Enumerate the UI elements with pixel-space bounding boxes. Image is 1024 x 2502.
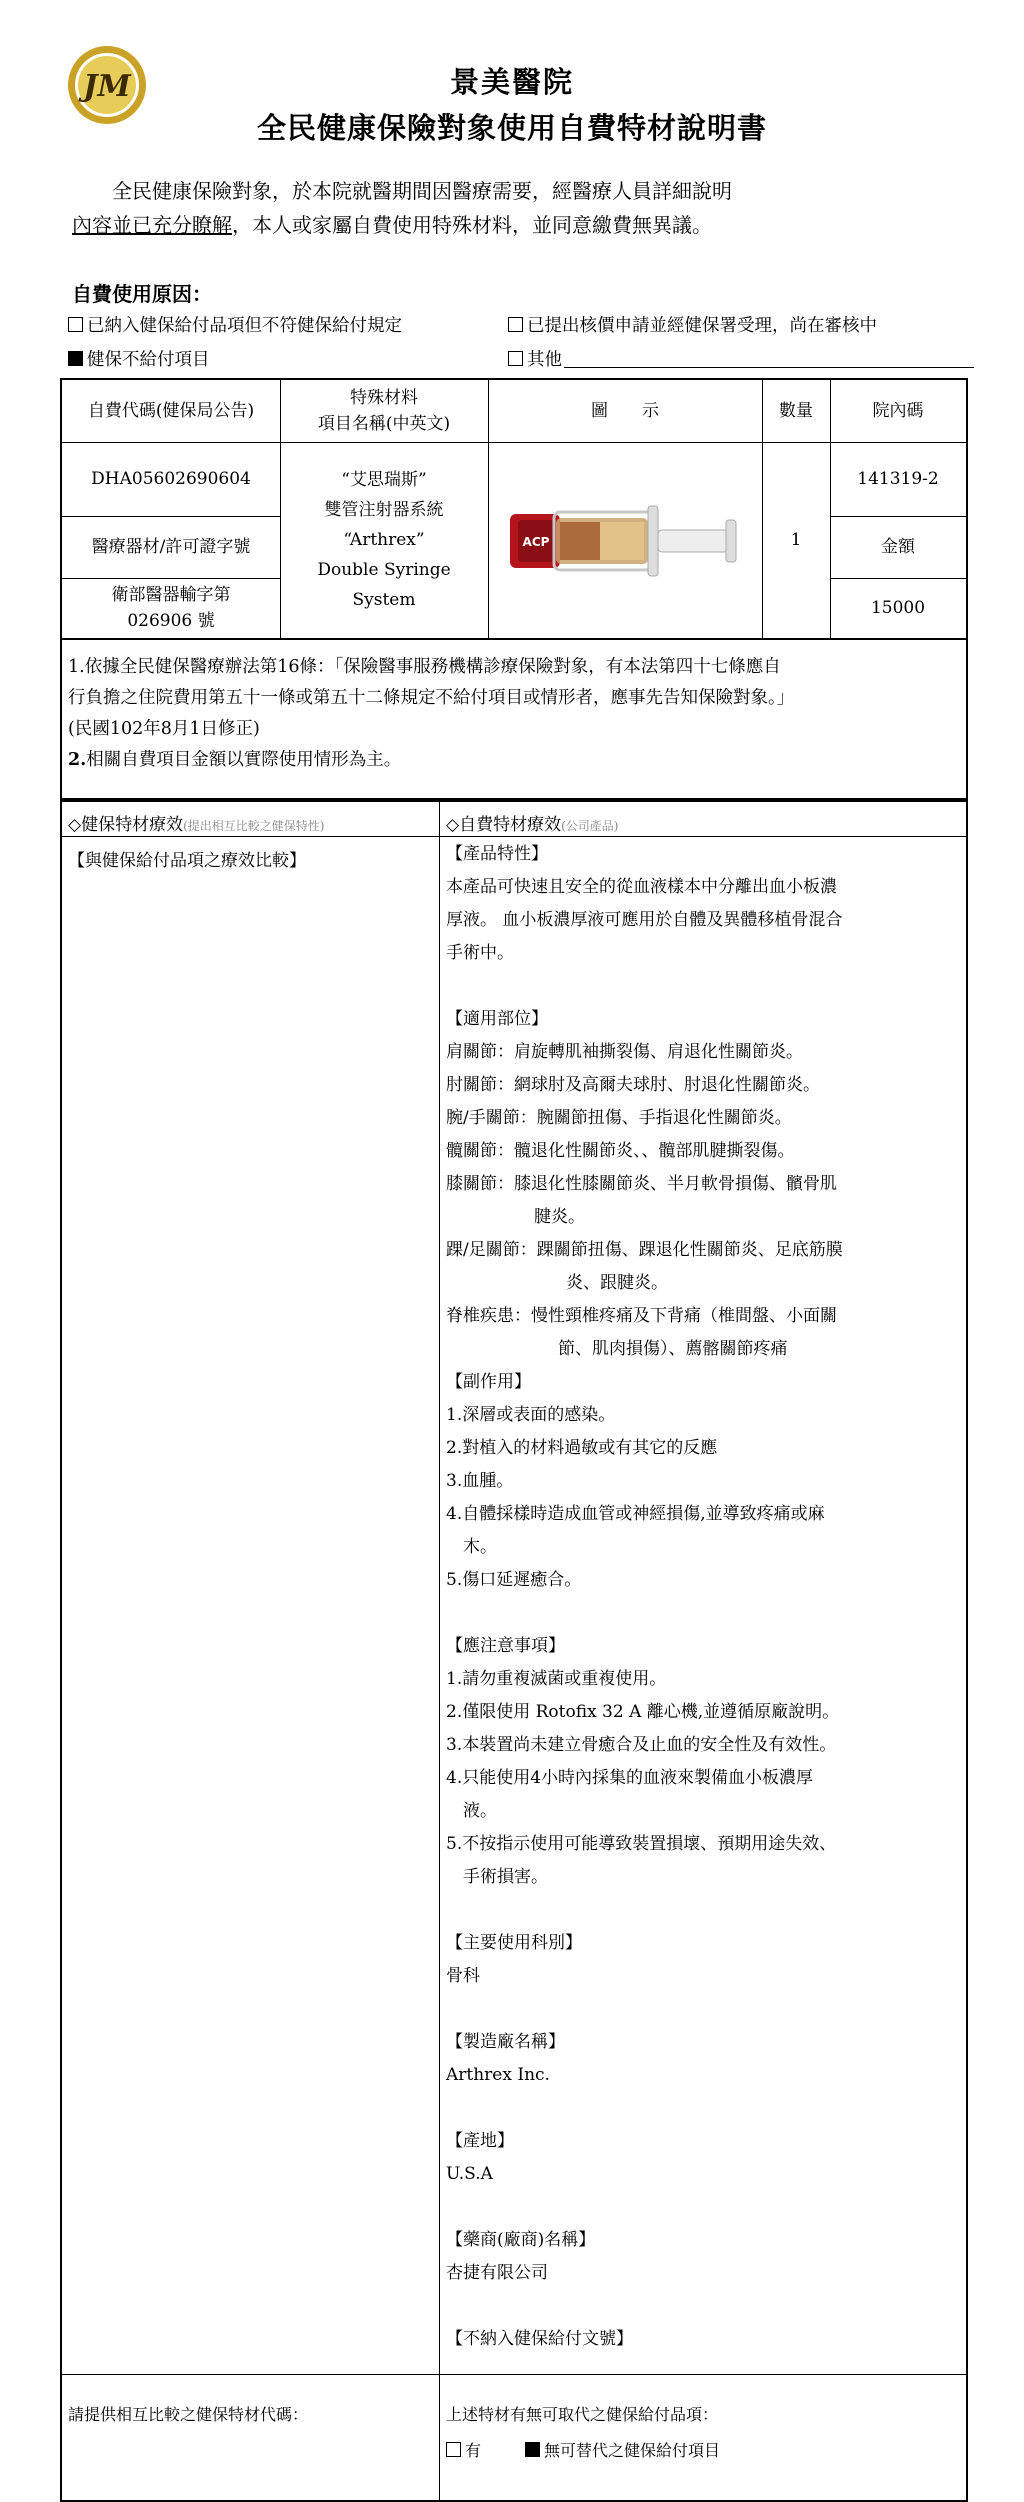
option-no-label: 無可替代之健保給付項目 — [544, 2441, 721, 2460]
option-no-checkbox[interactable] — [525, 2442, 540, 2457]
text-line: 1.請勿重複滅菌或重複使用。 — [446, 1669, 667, 1689]
license-label: 醫療器材/許可證字號 — [91, 537, 251, 557]
text-line: 3.本裝置尚未建立骨癒合及止血的安全性及有效性。 — [446, 1735, 837, 1755]
vendor-value: 杏捷有限公司 — [446, 2263, 548, 2283]
text-line: 肩關節：肩旋轉肌袖撕裂傷、肩退化性關節炎。 — [446, 1042, 803, 1062]
license-line1: 衛部醫器輸字第 — [111, 585, 231, 605]
header-hospital-code: 院內碼 — [872, 401, 924, 421]
item-name-line: “艾思瑞斯” — [341, 470, 427, 490]
left-header — [68, 810, 324, 835]
product-details — [446, 838, 960, 2389]
text-line: 膝關節：膝退化性膝關節炎、半月軟骨損傷、髕骨肌 — [446, 1174, 837, 1194]
amount-label: 金額 — [881, 537, 915, 557]
note-line: 行負擔之住院費用第五十一條或第五十二條規定不給付項目或情形者，應事先告知保險對象。」 — [68, 688, 795, 708]
item-name-line: System — [352, 590, 416, 610]
reason-label: 已提出核價申請並經健保署受理，尚在審核中 — [527, 316, 877, 336]
section-title: 【適用部位】 — [446, 1009, 548, 1029]
reason-option-3[interactable] — [68, 346, 210, 371]
license-value — [62, 578, 280, 638]
text-line: 手術損害。 — [463, 1867, 548, 1887]
text-line: 脊椎疾患：慢性頸椎疼痛及下背痛（椎間盤、小面關 — [446, 1306, 837, 1326]
text-line: 4.自體採樣時造成血管或神經損傷,並導致疼痛或麻 — [446, 1504, 825, 1524]
intro-line-1: 全民健康保險對象，於本院就醫期間因醫療需要，經醫療人員詳細說明 — [112, 179, 732, 203]
intro-line-2: ，本人或家屬自費使用特殊材料，並同意繳費無異議。 — [232, 213, 712, 237]
qty-value: 1 — [790, 530, 802, 550]
item-table — [60, 378, 968, 640]
maker-value: Arthrex Inc. — [446, 2065, 550, 2085]
header-qty: 數量 — [779, 401, 813, 421]
hospital-code-value: 141319-2 — [857, 469, 939, 489]
text-line: 5.傷口延遲癒合。 — [446, 1570, 582, 1590]
reason-label: 健保不給付項目 — [87, 350, 210, 370]
left-subtitle: 【與健保給付品項之療效比較】 — [68, 851, 306, 871]
syringe-image — [488, 442, 762, 638]
option-yes-label: 有 — [465, 2441, 482, 2460]
other-input-line[interactable] — [564, 349, 974, 368]
text-line: 炎、跟腱炎。 — [566, 1273, 668, 1293]
text-line: 本產品可快速且安全的從血液樣本中分離出血小板濃 — [446, 877, 837, 897]
text-line: 厚液。 血小板濃厚液可應用於自體及異體移植骨混合 — [446, 910, 843, 930]
origin-value: U.S.A — [446, 2164, 493, 2184]
text-line: 腱炎。 — [534, 1207, 585, 1227]
section-title: 【應注意事項】 — [446, 1636, 565, 1656]
section-title: 【主要使用科別】 — [446, 1933, 582, 1953]
intro-underlined: 內容並已充分瞭解 — [72, 213, 232, 237]
item-name — [280, 442, 488, 638]
header-code: 自費代碼(健保局公告) — [87, 401, 255, 421]
section-title: 【不納入健保給付文號】 — [446, 2329, 633, 2349]
header-name-line1: 特殊材料 — [350, 388, 418, 408]
text-line: 髖關節：髖退化性關節炎、、髖部肌腱撕裂傷。 — [446, 1141, 795, 1161]
text-line: 液。 — [463, 1801, 497, 1821]
reason-title: 自費使用原因： — [72, 282, 212, 306]
item-name-line: Double Syringe — [317, 560, 451, 580]
text-line: 4.只能使用4小時內採集的血液來製備血小板濃厚 — [446, 1768, 814, 1788]
logo-text: JM — [83, 69, 131, 104]
hospital-name: 景美醫院 — [449, 65, 574, 99]
section-title: 【產地】 — [446, 2131, 514, 2151]
reason-option-1[interactable] — [68, 312, 402, 337]
checkbox[interactable] — [508, 317, 523, 332]
document-title: 全民健康保險對象使用自費特材說明書 — [256, 111, 767, 145]
checkbox-checked[interactable] — [68, 351, 83, 366]
section-title: 【藥商(廠商)名稱】 — [446, 2230, 596, 2250]
item-name-line: “Arthrex” — [343, 530, 425, 550]
text-line: 手術中。 — [446, 943, 514, 963]
note-line: (民國102年8月1日修正) — [68, 719, 260, 739]
right-header — [446, 810, 618, 835]
note-line: 1.依據全民健保醫療辦法第16條：「保險醫事服務機構診療保險對象，有本法第四十七條應自 — [68, 657, 781, 677]
right-header-text: ◇自費特材療效 — [446, 815, 562, 835]
text-line: 3.血腫。 — [446, 1471, 514, 1491]
reason-label: 已納入健保給付品項但不符健保給付規定 — [87, 316, 402, 336]
note-number: 2. — [68, 750, 87, 770]
dept-value: 骨科 — [446, 1966, 480, 1986]
text-line: 腕/手關節：腕關節扭傷、手指退化性關節炎。 — [446, 1108, 792, 1128]
section-title: 【製造廠名稱】 — [446, 2032, 565, 2052]
text-line: 節、肌肉損傷）、薦髂關節疼痛 — [558, 1339, 788, 1359]
checkbox[interactable] — [508, 351, 523, 366]
header-name-line2: 項目名稱(中英文) — [317, 414, 451, 434]
text-line: 1.深層或表面的感染。 — [446, 1405, 616, 1425]
efficacy-section — [60, 800, 968, 2502]
text-line: 2.對植入的材料過敏或有其它的反應 — [446, 1438, 718, 1458]
text-line: 2.僅限使用 Rotofix 32 A 離心機,並遵循原廠說明。 — [446, 1702, 840, 1722]
reason-label: 其他 — [527, 350, 562, 370]
substitute-options — [446, 2438, 720, 2461]
option-yes-checkbox[interactable] — [446, 2442, 461, 2457]
header-item-name — [280, 380, 488, 442]
left-header-note: (提出相互比較之健保特性) — [183, 819, 325, 833]
reason-option-2[interactable] — [508, 312, 877, 337]
license-line2: 026906 號 — [127, 611, 215, 631]
note-line: 相關自費項目金額以實際使用情形為主。 — [86, 750, 402, 770]
text-line: 肘關節：網球肘及高爾夫球肘、肘退化性關節炎。 — [446, 1075, 820, 1095]
left-header-text: ◇健保特材療效 — [68, 815, 184, 835]
reason-option-4[interactable] — [508, 346, 974, 371]
text-line: 5.不按指示使用可能導致裝置損壞、預期用途失效、 — [446, 1834, 837, 1854]
header-image: 圖 示 — [591, 401, 659, 421]
item-name-line: 雙管注射器系統 — [324, 500, 444, 520]
text-line: 踝/足關節：踝關節扭傷、踝退化性關節炎、足底筋膜 — [446, 1240, 843, 1260]
section-title: 【副作用】 — [446, 1372, 531, 1392]
syringe-label: ACP — [522, 535, 550, 549]
right-header-note: (公司產品) — [561, 819, 619, 833]
code-value: DHA05602690604 — [91, 469, 251, 489]
regulation-notes — [60, 640, 968, 800]
left-footer-prompt: 請提供相互比較之健保特材代碼： — [68, 2405, 309, 2424]
text-line: 木。 — [463, 1537, 497, 1557]
checkbox[interactable] — [68, 317, 83, 332]
amount-value: 15000 — [870, 598, 926, 618]
section-title: 【產品特性】 — [446, 844, 548, 864]
right-footer-prompt: 上述特材有無可取代之健保給付品項： — [446, 2405, 719, 2424]
intro-statement — [72, 174, 972, 242]
